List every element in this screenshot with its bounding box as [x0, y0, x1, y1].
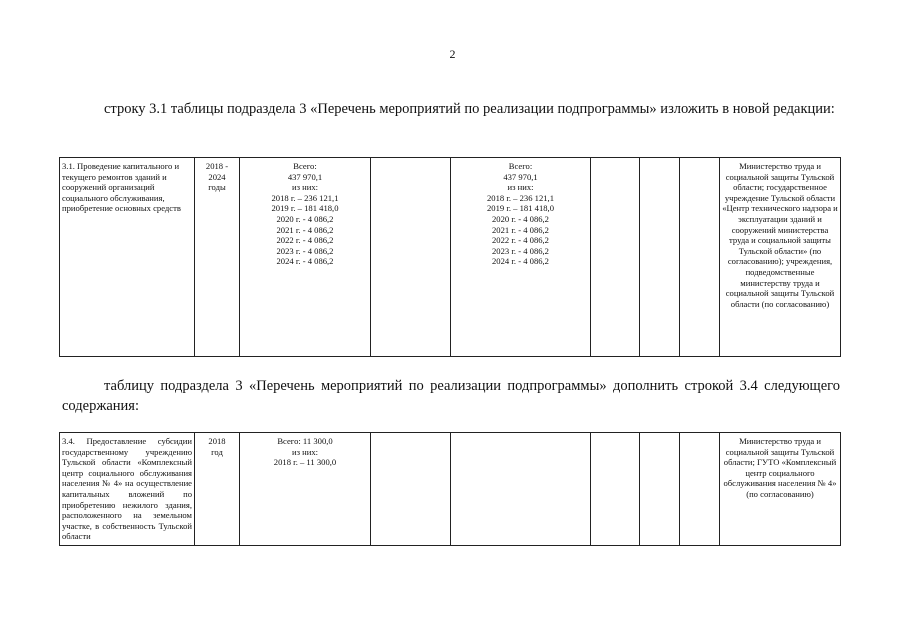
- measure-name-cell: [60, 433, 195, 546]
- measure-name: 3.4. Предоставление субсидии государственному учреждению Тульской области «Комплексный центр социального обслуживания населения № 4» на осуществление капитальных вложений по приобретению нежилого здания, расположенного на земельном участке, в собственность Тульской области: [62, 436, 192, 542]
- paragraph-replace-row-3-1: [62, 99, 840, 119]
- funding-line: 2024 г. - 4 086,2: [492, 256, 549, 267]
- funding-line: 2019 г. – 181 418,0: [271, 203, 339, 214]
- funding-line: из них:: [291, 446, 319, 457]
- funding-line: 2018 г. – 236 121,1: [271, 192, 339, 203]
- funding-regional-cell: [451, 158, 591, 357]
- period-cell: [195, 433, 240, 546]
- funding-line: из них:: [507, 182, 534, 193]
- funding-line: 2023 г. - 4 086,2: [492, 245, 549, 256]
- empty-cell: [680, 158, 720, 357]
- measures-table-row-3-1: [59, 157, 841, 357]
- funding-line: 2022 г. - 4 086,2: [276, 235, 334, 246]
- funding-line: 2023 г. - 4 086,2: [276, 245, 334, 256]
- page-number: 2: [449, 47, 456, 61]
- empty-cell: [591, 158, 640, 357]
- funding-line: 2020 г. - 4 086,2: [492, 213, 549, 224]
- measure-name-cell: [60, 158, 195, 357]
- executor-cell: [720, 433, 841, 546]
- paragraph-text: таблицу подраздела 3 «Перечень мероприятий по реализации подпрограммы» дополнить строкой 3.4 следующего содержания:: [62, 378, 840, 414]
- period-line: 2024: [208, 171, 226, 182]
- paragraph-text: строку 3.1 таблицы подраздела 3 «Перечень мероприятий по реализации подпрограммы» изложить в новой редакции:: [104, 101, 835, 117]
- funding-line: 2018 г. – 11 300,0: [273, 457, 337, 468]
- table-row: [60, 158, 841, 357]
- paragraph-add-row-3-4: [62, 376, 840, 416]
- empty-cell: [371, 158, 451, 357]
- funding-line: 2021 г. - 4 086,2: [492, 224, 549, 235]
- funding-line: 2020 г. - 4 086,2: [276, 213, 334, 224]
- executor-text: Министерство труда и социальной защиты Тульской области; ГУТО «Комплексный центр социального обслуживания населения № 4» (по согласованию): [723, 436, 837, 499]
- funding-line: 437 970,1: [287, 171, 323, 182]
- funding-line: 2018 г. – 236 121,1: [486, 192, 554, 203]
- empty-cell: [640, 433, 680, 546]
- empty-cell: [640, 158, 680, 357]
- empty-cell: [680, 433, 720, 546]
- period-line: 2018: [208, 436, 226, 446]
- funding-line: 2024 г. - 4 086,2: [276, 256, 334, 267]
- executor-cell: [720, 158, 841, 357]
- executor-text: Министерство труда и социальной защиты Тульской области; государственное учреждение Тульской области «Центр технического надзора и эксплуатации зданий и сооружений министерства труда и социальной защиты Тульской области» (по согласованию); учреждения, подведомственные министерству труда и социальной защиты Тульской области (по согласованию): [722, 161, 838, 309]
- funding-line: 2019 г. – 181 418,0: [486, 203, 554, 214]
- funding-line: 2021 г. - 4 086,2: [276, 224, 334, 235]
- period-cell: [195, 158, 240, 357]
- funding-total-cell: [240, 158, 371, 357]
- empty-cell: [591, 433, 640, 546]
- funding-line: Всего: 11 300,0: [277, 436, 333, 446]
- funding-line: Всего:: [293, 161, 317, 171]
- funding-total-cell: [240, 433, 371, 546]
- funding-line: 2022 г. - 4 086,2: [492, 235, 549, 246]
- empty-cell: [451, 433, 591, 546]
- empty-cell: [371, 433, 451, 546]
- funding-line: Всего:: [508, 161, 533, 171]
- measure-name: 3.1. Проведение капитального и текущего ремонтов зданий и сооружений организаций социального обслуживания, приобретение основных средств: [62, 161, 181, 214]
- period-line: год: [211, 446, 223, 457]
- funding-line: из них:: [291, 182, 319, 193]
- funding-line: 437 970,1: [503, 171, 538, 182]
- measures-table-row-3-4: [59, 432, 841, 546]
- period-line: годы: [208, 182, 226, 193]
- table-row: [60, 433, 841, 546]
- period-line: 2018 -: [205, 161, 229, 171]
